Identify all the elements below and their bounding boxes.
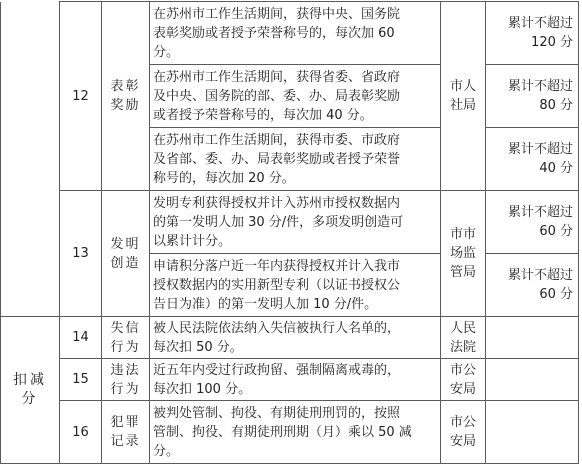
criteria-text: 近五年内受过行政拘留、强制隔离戒毒的， 每次扣 100 分。 <box>150 359 441 401</box>
category-cell <box>1 2 60 65</box>
item-number: 16 <box>60 401 102 464</box>
limit-cell <box>486 317 579 359</box>
category-cell <box>1 254 60 317</box>
category-cell <box>1 65 60 128</box>
criteria-text: 被判处管制、拘役、有期徒刑刑罚的，按照 管制、拘役、有期徒刑刑期（月）乘以 50 减 分。 <box>150 401 441 464</box>
table-row <box>1 191 579 254</box>
authority-cell: 市人 社局 <box>441 2 486 191</box>
item-number: 12 <box>60 2 102 191</box>
criteria-text: 申请积分落户近一年内获得授权并计入我市 授权数据内的实用新型专利（以证书授权公 告日为准）的第一发明人加 10 分/件。 <box>150 254 441 317</box>
authority-cell: 人民 法院 <box>441 317 486 359</box>
criteria-text: 在苏州市工作生活期间，获得市委、市政府 及省部、委、办、局表彰奖励或者授予荣誉 称号的，每次加 20 分。 <box>150 128 441 191</box>
item-number: 13 <box>60 191 102 317</box>
item-name: 发明 创造 <box>102 191 150 317</box>
limit-cell: 累计不超过 80 分 <box>486 65 579 128</box>
authority-cell: 市市 场监 管局 <box>441 191 486 317</box>
category-cell: 扣减 分 <box>1 317 60 464</box>
criteria-text: 被人民法院依法纳入失信被执行人名单的， 每次扣 50 分。 <box>150 317 441 359</box>
category-cell <box>1 128 60 191</box>
criteria-text: 发明专利获得授权并计入苏州市授权数据内 的第一发明人加 30 分/件，多项发明创造可 以累计计分。 <box>150 191 441 254</box>
item-number: 14 <box>60 317 102 359</box>
limit-cell: 累计不超过 40 分 <box>486 128 579 191</box>
item-number: 15 <box>60 359 102 401</box>
item-name: 犯罪 记录 <box>102 401 150 464</box>
table-row <box>1 359 579 401</box>
table-row <box>1 317 579 359</box>
points-table <box>0 1 579 464</box>
table-row <box>1 401 579 464</box>
item-name: 失信 行为 <box>102 317 150 359</box>
limit-cell <box>486 359 579 401</box>
criteria-text: 在苏州市工作生活期间，获得省委、省政府 及中央、国务院的部、委、办、局表彰奖励 或者授予荣誉称号的，每次加 40 分。 <box>150 65 441 128</box>
item-name: 表彰 奖励 <box>102 2 150 191</box>
limit-cell: 累计不超过 120 分 <box>486 2 579 65</box>
criteria-text: 在苏州市工作生活期间，获得中央、国务院 表彰奖励或者授予荣誉称号的，每次加 60 分。 <box>150 2 441 65</box>
category-cell <box>1 191 60 254</box>
authority-cell: 市公 安局 <box>441 359 486 401</box>
item-name: 违法 行为 <box>102 359 150 401</box>
limit-cell: 累计不超过 60 分 <box>486 191 579 254</box>
table-row <box>1 2 579 65</box>
limit-cell: 累计不超过 60 分 <box>486 254 579 317</box>
limit-cell <box>486 401 579 464</box>
authority-cell: 市公 安局 <box>441 401 486 464</box>
